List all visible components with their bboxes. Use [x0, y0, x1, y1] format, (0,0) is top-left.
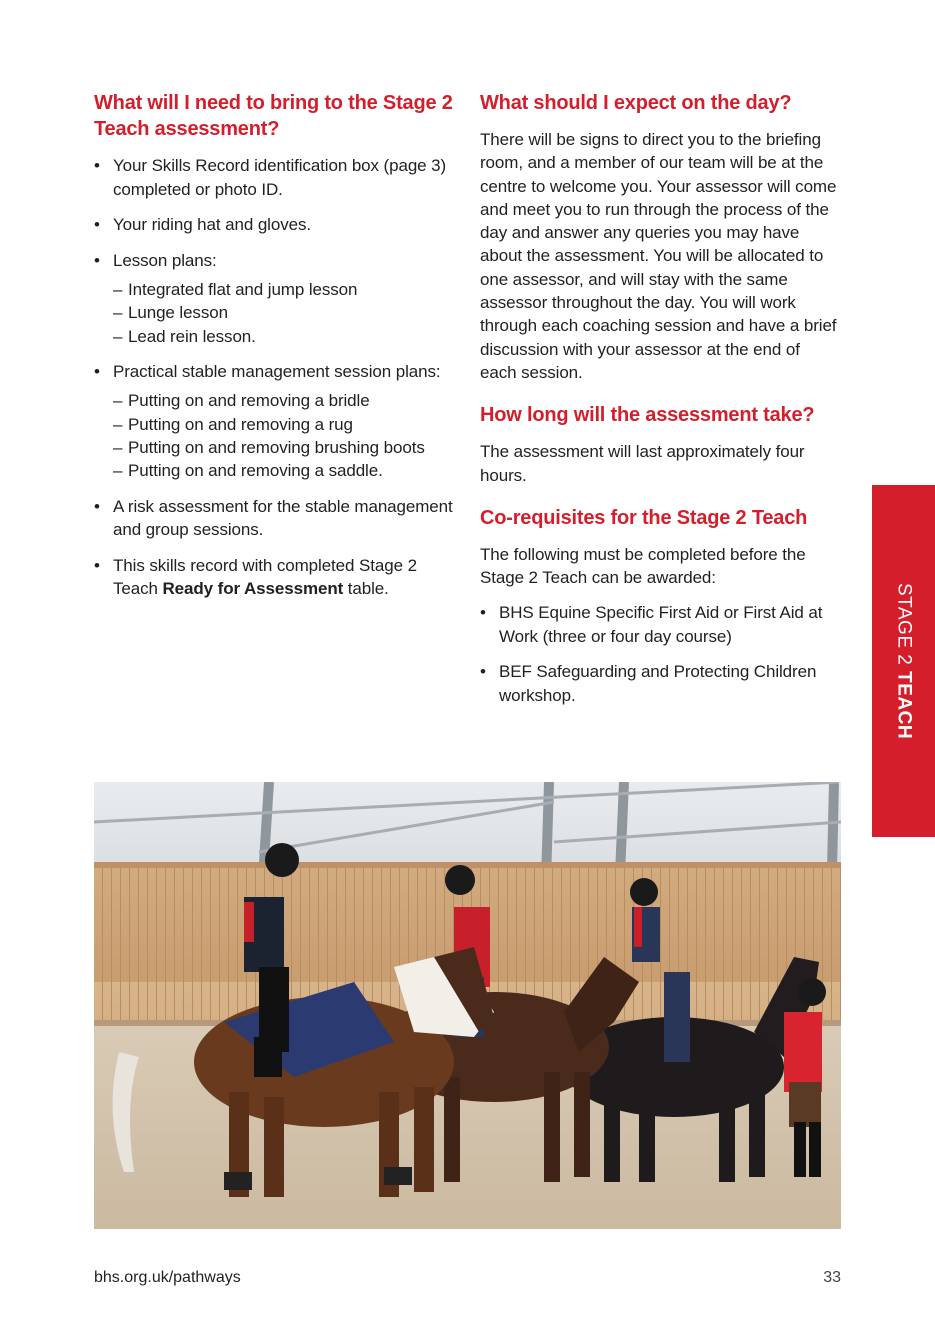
expect-heading: What should I expect on the day? — [480, 92, 792, 114]
lesson-plans-sublist — [113, 278, 464, 348]
expect-body: There will be signs to direct you to the briefing room, and a member of our team will be at the centre to welcome you. Your assessor will come and meet you to run through the process of the day and answer any queries you may have about the assessment. You will be allocated to one assessor, and will stay with the same assessor throughout the day. You will work through each coaching session and have a brief discussion with your assessor at the end of each session. — [480, 130, 837, 382]
riders-on-horses-photo — [94, 782, 841, 1229]
riders-photo — [94, 782, 841, 1229]
list-item — [94, 249, 464, 348]
list-item-bold: Ready for Assessment — [162, 579, 344, 599]
stable-management-sublist — [113, 389, 464, 482]
list-item-text: Your Skills Record identification box (page 3) completed or photo ID. — [113, 156, 447, 199]
coreq-section — [480, 505, 840, 708]
list-item — [94, 554, 464, 601]
bring-heading: What will I need to bring to the Stage 2 Teach assessment? — [94, 92, 453, 140]
bring-list — [94, 154, 464, 601]
duration-body: The assessment will last approximately four hours. — [480, 442, 805, 485]
right-column — [480, 90, 840, 719]
footer-url[interactable]: bhs.org.uk/pathways — [94, 1269, 241, 1286]
side-tab — [872, 485, 935, 837]
side-tab-label — [893, 583, 915, 739]
list-item-text: Your riding hat and gloves. — [113, 215, 311, 234]
sublist-item: – Putting on and removing a rug — [113, 413, 464, 436]
sublist-item: – Lunge lesson — [113, 301, 464, 324]
sublist-item: – Lead rein lesson. — [113, 325, 464, 348]
side-tab-bold: TEACH — [893, 671, 915, 740]
list-item-text-after: table. — [343, 579, 389, 599]
list-item-text-before: This skills record with completed Stage 2 Teach — [113, 555, 417, 599]
sublist-item: – Putting on and removing brushing boots — [113, 436, 464, 459]
list-item-text: Practical stable management session plans: — [113, 361, 441, 381]
list-item — [94, 154, 464, 201]
sublist-item: – Putting on and removing a bridle — [113, 389, 464, 412]
list-item: • BEF Safeguarding and Protecting Children workshop. — [480, 660, 840, 707]
expect-section — [480, 90, 840, 384]
list-item — [94, 213, 464, 237]
coreq-list — [480, 601, 840, 707]
sublist-item: – Integrated flat and jump lesson — [113, 278, 464, 301]
duration-section — [480, 402, 840, 487]
coreq-body: The following must be completed before the Stage 2 Teach can be awarded: — [480, 544, 806, 588]
duration-heading: How long will the assessment take? — [480, 404, 815, 427]
side-tab-prefix: STAGE 2 — [893, 582, 915, 672]
list-item-text: Lesson plans: — [113, 250, 217, 270]
page-number: 33 — [823, 1269, 841, 1286]
list-item-text: A risk assessment for the stable management and group sessions. — [113, 496, 453, 540]
list-item: • BHS Equine Specific First Aid or First Aid at Work (three or four day course) — [480, 601, 840, 648]
list-item — [94, 495, 464, 542]
left-column — [94, 90, 464, 613]
sublist-item: – Putting on and removing a saddle. — [113, 459, 464, 482]
list-item — [94, 360, 464, 483]
coreq-heading: Co-requisites for the Stage 2 Teach — [480, 506, 808, 529]
